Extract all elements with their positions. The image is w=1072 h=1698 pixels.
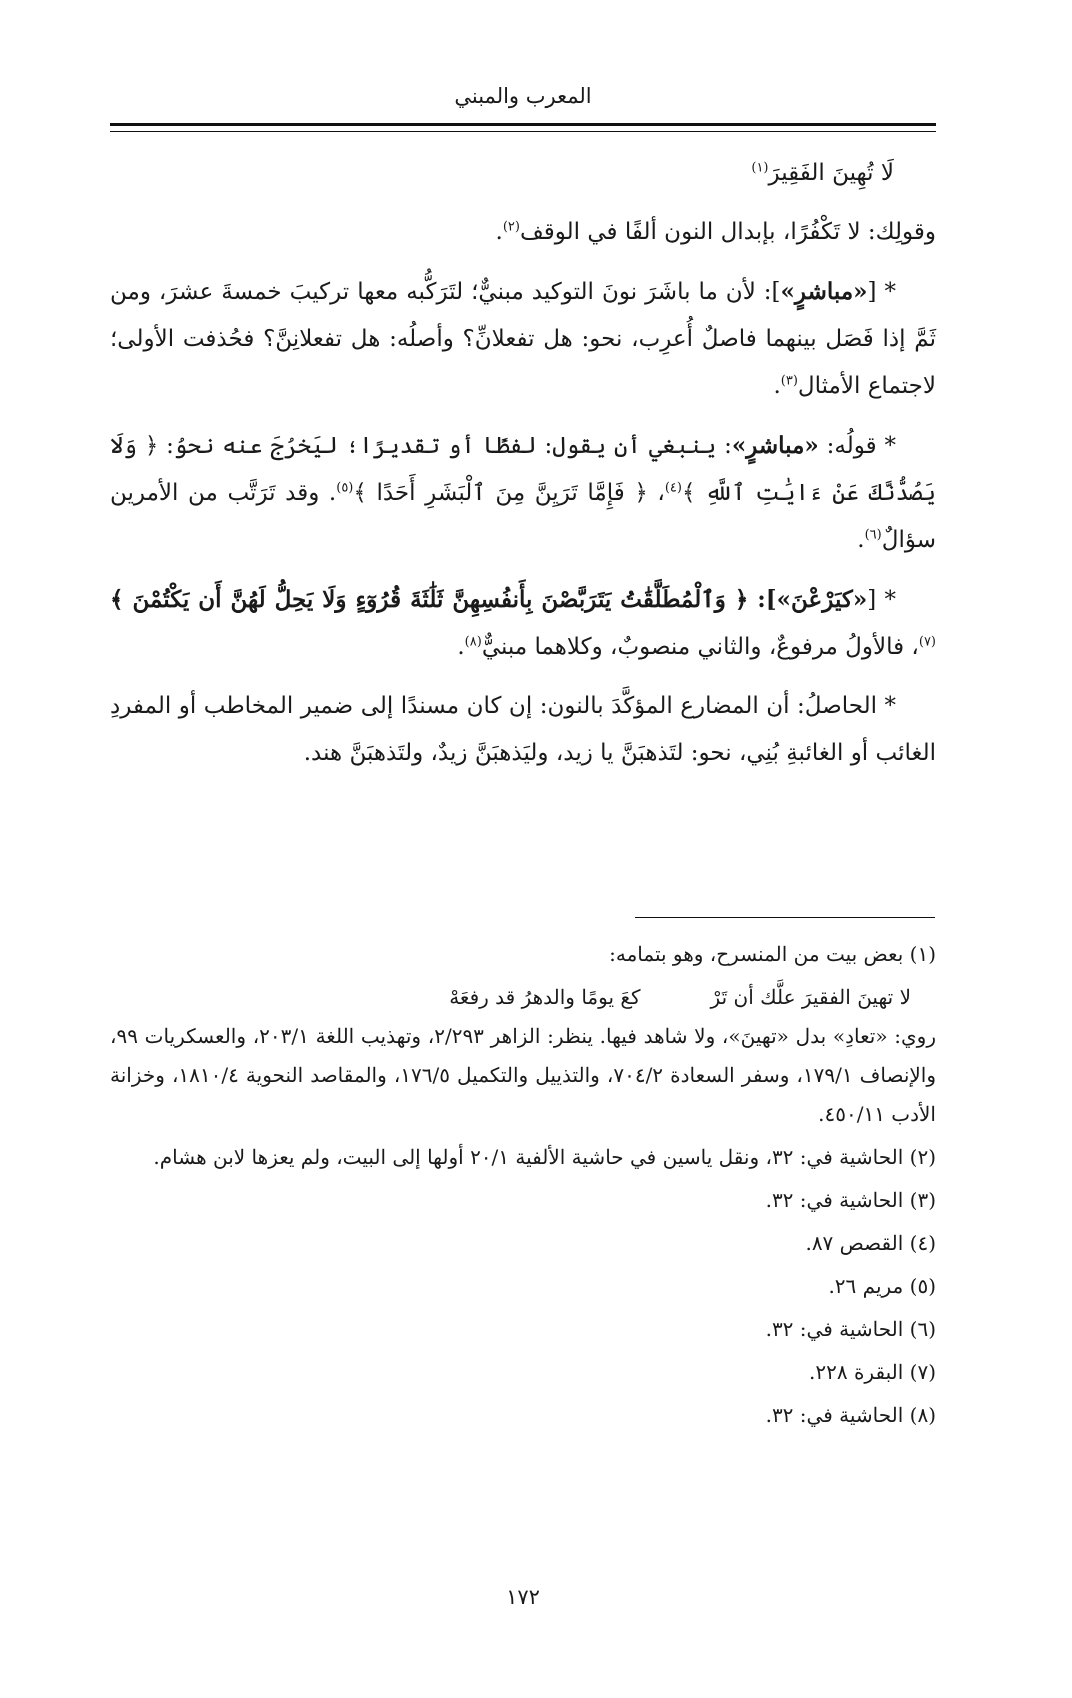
footnotes (110, 935, 936, 1439)
footnote-1-sources: روي: «تعادِ» بدل «تهينَ»، ولا شاهد فيها. ينظر: الزاهر ٢/٢٩٣، وتهذيب اللغة ٢٠٣/١، والعسكريات ٩٩، والإنصاف ١٧٩/١، وسفر السعادة ٧٠٤/٢، والتذييل والتكميل ١٧٦/٥، والمقاصد النحوية ١٨١٠/٤، وخزانة الأدب ٤٥٠/١١. (110, 1024, 937, 1126)
running-header: المعرب والمبني (454, 84, 592, 108)
verse-text: لَا تُهِينَ الفَقِيرَ (768, 160, 894, 186)
main-text (110, 150, 936, 789)
paragraph-2-term: «مباشرٍ» (780, 278, 868, 305)
footnote-6: (٦) الحاشية في: ٣٢. (765, 1317, 936, 1341)
footnote-1-intro: (١) بعض بيت من المنسرح، وهو بتمامه: (609, 942, 936, 966)
paragraph-4-quran: ]: ﴿ وَٱلْمُطَلَّقَٰتُ يَتَرَبَّصْنَ بِأَنفُسِهِنَّ ثَلَٰثَةَ قُرُوٓءٍ وَلَا يَحِلُّ لَهُنَّ أَن يَكْتُمْنَ ﴾ (110, 586, 777, 613)
paragraph-2 (110, 268, 936, 410)
poem-hemistich-left: كعَ يومًا والدهرُ قد رفعَهْ (449, 985, 641, 1009)
footnote-ref-7: (٧) (918, 634, 936, 650)
verse-fragment (110, 150, 936, 197)
paragraph-2-end: . (773, 373, 781, 399)
paragraph-1-text: وقولِك: لا تَكْفُرًا، بإبدال النون ألفًا في الوقف (519, 219, 936, 245)
footnote-2: (٢) الحاشية في: ٣٢، ونقل ياسين في حاشية الألفية ٢٠/١ أولها إلى البيت، ولم يعزها لابن هشام. (153, 1145, 936, 1169)
paragraph-3-term: «مباشرٍ» (731, 432, 819, 459)
paragraph-3-text-2: ، ﴿ فَإِمَّا تَرَيِنَّ مِنَ ٱلْبَشَرِ أَحَدًا ﴾ (353, 480, 665, 506)
paragraph-1-end: . (495, 219, 503, 245)
footnote-ref-6: (٦) (864, 527, 882, 543)
footnote-1-poem (110, 978, 936, 1017)
footnote-5: (٥) مريم ٢٦. (828, 1274, 936, 1298)
poem-hemistich-right: لا تهينَ الفقيرَ علَّك أن تَرْ (710, 985, 911, 1009)
paragraph-2-mark: * [ (867, 279, 896, 305)
footnote-4: (٤) القصص ٨٧. (805, 1231, 936, 1255)
paragraph-2-text: ]: لأن ما باشَرَ نونَ التوكيد مبنيٌّ؛ لتَرَكُّبه معها تركيبَ خمسةَ عشرَ، ومن ثَمَّ إذا فَصَل بينهما فاصلٌ أُعرِب، نحو: هل تفعلانِّ؟ وأصلُه: هل تفعلانِنَّ؟ فحُذفت الأولى؛ لاجتماع الأمثال (110, 279, 936, 399)
paragraph-4-end: . (457, 634, 465, 660)
footnote-ref-4: (٤) (664, 480, 682, 496)
paragraph-3 (110, 422, 936, 564)
paragraph-3-mark: * قولُه: (818, 433, 896, 459)
footnote-ref-8: (٨) (464, 634, 482, 650)
paragraph-5: * الحاصلُ: أن المضارع المؤكَّدَ بالنون: إن كان مسندًا إلى ضمير المخاطب أو المفردِ الغائب أو الغائبةِ بُنِي، نحو: لتَذهبَنَّ يا زيد، وليَذهبَنَّ زيدٌ، ولتَذهبَنَّ هند. (110, 693, 936, 766)
paragraph-3-text-1: : ينبغي أن يقول: لفظًا أو تقديرًا؛ ليَخرُجَ عنه نحوُ: ﴿ وَلَا يَصُدُّنَّكَ عَنْ ءَايَٰتِ ٱللَّهِ ﴾ (110, 433, 937, 506)
paragraph-3-end: . (857, 527, 865, 553)
paragraph-4-mark: * [ (867, 587, 896, 613)
footnote-8: (٨) الحاشية في: ٣٢. (765, 1403, 936, 1427)
footnote-ref-2: (٢) (502, 219, 520, 235)
page-number: ١٧٢ (506, 1585, 540, 1609)
paragraph-3-text-3: . وقد تَرَتَّب من الأمرين سؤالٌ (110, 480, 936, 553)
header-rule-thick (110, 123, 936, 126)
footnote-3: (٣) الحاشية في: ٣٢. (765, 1188, 936, 1212)
paragraph-4-term: «كيَرْعْنَ» (776, 586, 868, 613)
paragraph-1 (110, 209, 936, 256)
footnote-ref-3: (٣) (780, 373, 798, 389)
footnote-separator (635, 917, 935, 918)
footnote-ref-5: (٥) (336, 480, 354, 496)
paragraph-4 (110, 576, 936, 671)
paragraph-4-text: ، فالأولُ مرفوعٌ، والثاني منصوبٌ، وكلاهما مبنيٌّ (481, 634, 919, 660)
footnote-7: (٧) البقرة ٢٢٨. (809, 1360, 936, 1384)
header-rule-thin (110, 131, 936, 132)
footnote-ref-1: (١) (751, 160, 769, 176)
